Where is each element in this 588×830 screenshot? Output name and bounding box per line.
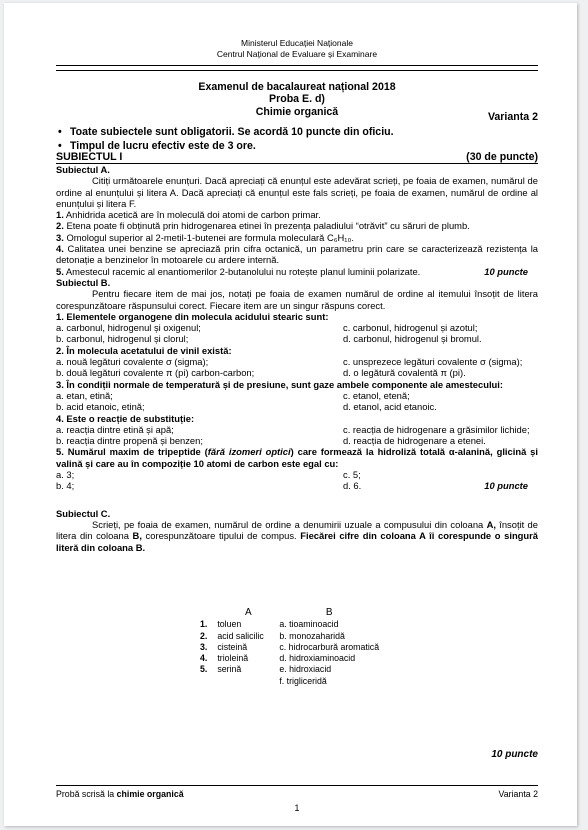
- option-a: a. reacția dintre etină și apă;: [56, 423, 174, 435]
- exam-title: Examenul de bacalaureat național 2018: [198, 81, 396, 93]
- footer-divider: [56, 785, 538, 786]
- option-c: c. etanol, etenă;: [343, 389, 410, 401]
- column-a-header: A: [245, 607, 252, 618]
- ministry-line-2: Centrul Național de Evaluare și Examinare: [216, 48, 378, 59]
- question-5: [56, 446, 538, 491]
- question-stem: 3. În condiții normale de temperatură și de presiune, sunt gaze ambele componente ale amestecului:: [56, 378, 503, 390]
- option-d: d. reacția de hidrogenare a etenei.: [343, 435, 486, 447]
- question-1: [56, 311, 538, 345]
- question-4: [56, 413, 538, 447]
- option-c: c. unsprezece legături covalente σ (sigma);: [343, 356, 523, 368]
- subiectul-b-title: Subiectul B.: [56, 276, 111, 288]
- ministry-header: [56, 38, 538, 59]
- instructions-list: [58, 126, 394, 153]
- option-a: a. carbonul, hidrogenul și oxigenul;: [56, 322, 201, 334]
- option-a: a. etan, etină;: [56, 389, 113, 401]
- subiectul-b-intro: Pentru fiecare item de mai jos, notați pe foaia de examen numărul de ordine al itemului însoțit de litera corespunzătoare răspunsului corect. Fiecare item are un singur răspuns corect.: [56, 288, 538, 311]
- header-divider-bottom: [56, 70, 538, 71]
- option-b: b. 4;: [56, 480, 75, 492]
- option-c: c. carbonul, hidrogenul și azotul;: [343, 322, 478, 334]
- table-row: 1. toluen a. tioaminoacid: [200, 619, 339, 630]
- option-a: a. nouă legături covalente σ (sigma);: [56, 356, 209, 368]
- question-stem: 4. Este o reacție de substituție:: [56, 412, 195, 424]
- subiectul-c-title: Subiectul C.: [56, 507, 111, 519]
- option-d: d. 6.: [343, 480, 362, 492]
- instruction-item: • Timpul de lucru efectiv este de 3 ore.: [58, 140, 394, 154]
- option-b: b. reacția dintre propenă și benzen;: [56, 435, 203, 447]
- statement-item: 3. Omologul superior al 2-metil-1-butenei are formula moleculară C₆H₁₀.: [56, 231, 354, 243]
- exam-page: [4, 3, 577, 826]
- option-c: c. reacția de hidrogenare a grăsimilor lichide;: [343, 423, 530, 435]
- exam-subject: Chimie organică: [255, 105, 339, 118]
- table-row: 4. trioleină d. hidroxiaminoacid: [200, 653, 356, 664]
- subiectul-a-intro: Citiți următoarele enunțuri. Dacă apreciați că enunțul este adevărat scrieți, pe foaia de examen, numărul de ordine al enunțului și litera A. Dacă apreciați că enunțul este fals scrieți, pe foaia de examen, numărul de ordine al enunțului și litera F.: [56, 175, 538, 209]
- exam-proba: Proba E. d): [269, 93, 325, 106]
- footer-left: Probă scrisă la chimie organică: [56, 789, 184, 799]
- statement-item: 4. Calitatea unei benzine se apreciază prin cifra octanică, un parametru prin care se caracterizează rezistența la detonație a benzinelor în motoarele cu ardere internă.: [56, 243, 539, 266]
- table-row: 5. serină e. hidroxiacid: [200, 664, 332, 675]
- exam-title-block: [56, 81, 538, 118]
- option-b: b. acid etanoic, etină;: [56, 401, 145, 413]
- subiectul-b-points: 10 puncte: [484, 480, 528, 492]
- option-a: a. 3;: [56, 469, 75, 481]
- header-divider-top: [56, 65, 538, 66]
- matching-table: [200, 607, 379, 687]
- column-b-header: B: [325, 607, 333, 618]
- option-b: b. două legături covalente π (pi) carbon-carbon;: [56, 367, 255, 379]
- ministry-line-1: Ministerul Educației Naționale: [241, 38, 353, 48]
- subiectul-a-title: Subiectul A.: [56, 164, 110, 175]
- option-d: d. etanol, acid etanoic.: [343, 401, 437, 413]
- subiectul-c-intro: Scrieți, pe foaia de examen, numărul de ordine a denumirii uzuale a compusului din coloana A, însoțit de litera din coloana B, corespunzătoare tipului de compus. Fiecărei cifre din coloana A îi corespunde o singură literă din coloana B.: [56, 518, 538, 553]
- exam-body: [56, 164, 538, 553]
- statement-item: 2. Etena poate fi obținută prin hidrogenarea etinei în prezența paladiului “otrăvit” cu săruri de plumb.: [56, 220, 470, 232]
- option-d: d. o legătură covalentă π (pi).: [343, 367, 466, 379]
- page-number: 1: [294, 803, 300, 813]
- question-3: [56, 379, 538, 413]
- subiectul-a-points: 10 puncte: [484, 265, 528, 277]
- footer-varianta: Varianta 2: [498, 789, 538, 799]
- question-stem: 1. Elementele organogene din molecula acidului stearic sunt:: [56, 310, 329, 322]
- option-d: d. carbonul, hidrogenul și bromul.: [343, 333, 482, 345]
- subiectul-1-heading: [56, 151, 538, 164]
- table-row: 2. acid salicilic b. monozaharidă: [200, 630, 345, 641]
- varianta-label: Varianta 2: [487, 111, 538, 123]
- subiectul-1-title: SUBIECTUL I: [56, 151, 123, 163]
- table-row: 3. cisteină c. hidrocarbură aromatică: [200, 641, 380, 652]
- subiectul-1-points: (30 de puncte): [466, 151, 538, 163]
- statement-item: 1. Anhidrida acetică are în moleculă doi atomi de carbon primar.: [56, 209, 321, 221]
- subiectul-c-points: 10 puncte: [491, 749, 538, 760]
- table-row: f. trigliceridă: [279, 675, 327, 686]
- instruction-item: • Toate subiectele sunt obligatorii. Se acordă 10 puncte din oficiu.: [58, 126, 394, 140]
- question-stem: 5. Numărul maxim de tripeptide (fără izomeri optici) care formează la hidroliză totală α-alanină, glicină și valină și care au în compoziție 10 atomi de carbon este egal cu:: [56, 446, 538, 469]
- option-c: c. 5;: [343, 469, 361, 481]
- question-stem: 2. În molecula acetatului de vinil există:: [56, 344, 232, 356]
- question-2: [56, 345, 538, 379]
- page-footer: [56, 789, 538, 800]
- statement-item: 5. Amestecul racemic al enantiomerilor 2-butanolului nu rotește planul luminii polarizate. 10 puncte: [56, 265, 528, 277]
- option-b: b. carbonul, hidrogenul și clorul;: [56, 333, 189, 345]
